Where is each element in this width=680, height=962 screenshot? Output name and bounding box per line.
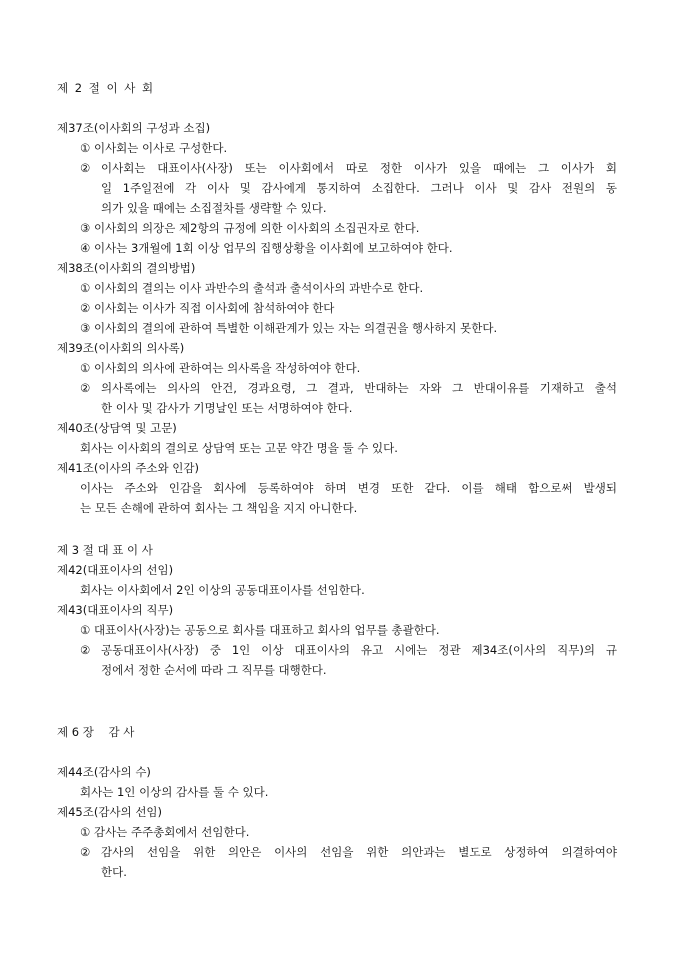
clause-item: ① 이사회는 이사로 구성한다. <box>80 141 228 155</box>
clause-marker: ② <box>80 845 91 859</box>
clause-line: 이사회는 대표이사(사장) 또는 이사회에서 따로 정한 이사가 있을 때에는 그 이사가 회 <box>101 161 617 175</box>
clause-line: 감사의 선임을 위한 의안은 이사의 선임을 위한 의안과는 별도로 상정하여 의결하여야 <box>101 845 617 859</box>
clause-item: ③ 이사회의 결의에 관하여 특별한 이해관계가 있는 자는 의결권을 행사하지 못한다. <box>80 321 498 335</box>
clause-line: 공동대표이사(사장) 중 1인 이상 대표이사의 유고 시에는 정관 제34조(이사의 직무)의 규 <box>101 643 617 657</box>
article-body-line: 는 모든 손해에 관하여 회사는 그 책임을 지지 아니한다. <box>80 501 358 515</box>
article-title: 제42(대표이사의 선임) <box>57 563 174 577</box>
section-heading: 제 2 절 이 사 회 <box>57 81 155 95</box>
article-title: 제40조(상담역 및 고문) <box>57 421 177 435</box>
clause-line: 정에서 정한 순서에 따라 그 직무를 대행한다. <box>101 663 327 677</box>
article-title: 제37조(이사회의 구성과 소집) <box>57 121 211 135</box>
article-body: 회사는 이사회에서 2인 이상의 공동대표이사를 선임한다. <box>80 583 365 597</box>
section-heading: 제 3 절 대 표 이 사 <box>57 543 153 557</box>
chapter-heading: 제 6 장 감 사 <box>57 725 135 739</box>
article-title: 제38조(이사회의 결의방법) <box>57 261 196 275</box>
clause-item: ① 감사는 주주총회에서 선임한다. <box>80 825 250 839</box>
article-title: 제39조(이사회의 의사록) <box>57 341 185 355</box>
clause-line: 한 이사 및 감사가 기명날인 또는 서명하여야 한다. <box>101 401 353 415</box>
clause-marker: ② <box>80 161 91 175</box>
clause-line: 한다. <box>101 865 127 879</box>
article-body-line: 이사는 주소와 인감을 회사에 등록하여야 하며 변경 또한 같다. 이를 해태 함으로써 발생되 <box>80 481 617 495</box>
article-body: 회사는 1인 이상의 감사를 둘 수 있다. <box>80 785 269 799</box>
clause-marker: ② <box>80 381 91 395</box>
article-title: 제44조(감사의 수) <box>57 765 151 779</box>
article-title: 제41조(이사의 주소와 인감) <box>57 461 200 475</box>
clause-line: 의가 있을 때에는 소집절차를 생략할 수 있다. <box>101 201 327 215</box>
clause-item: ② 이사회는 이사가 직접 이사회에 참석하여야 한다 <box>80 301 335 315</box>
clause-item: ① 이사회의 의사에 관하여는 의사록을 작성하여야 한다. <box>80 361 361 375</box>
clause-item: ① 이사회의 결의는 이사 과반수의 출석과 출석이사의 과반수로 한다. <box>80 281 424 295</box>
article-title: 제43(대표이사의 직무) <box>57 603 174 617</box>
article-body: 회사는 이사회의 결의로 상담역 또는 고문 약간 명을 둘 수 있다. <box>80 441 398 455</box>
article-title: 제45조(감사의 선임) <box>57 805 163 819</box>
clause-marker: ② <box>80 643 91 657</box>
clause-line: 의사록에는 의사의 안건, 경과요령, 그 결과, 반대하는 자와 그 반대이유를 기재하고 출석 <box>101 381 617 395</box>
clause-item: ① 대표이사(사장)는 공동으로 회사를 대표하고 회사의 업무를 총괄한다. <box>80 623 440 637</box>
clause-line: 일 1주일전에 각 이사 및 감사에게 통지하여 소집한다. 그러나 이사 및 감사 전원의 동 <box>101 181 617 195</box>
clause-item: ③ 이사회의 의장은 제2항의 규정에 의한 이사회의 소집권자로 한다. <box>80 221 420 235</box>
clause-item: ④ 이사는 3개월에 1회 이상 업무의 집행상황을 이사회에 보고하여야 한다. <box>80 241 453 255</box>
